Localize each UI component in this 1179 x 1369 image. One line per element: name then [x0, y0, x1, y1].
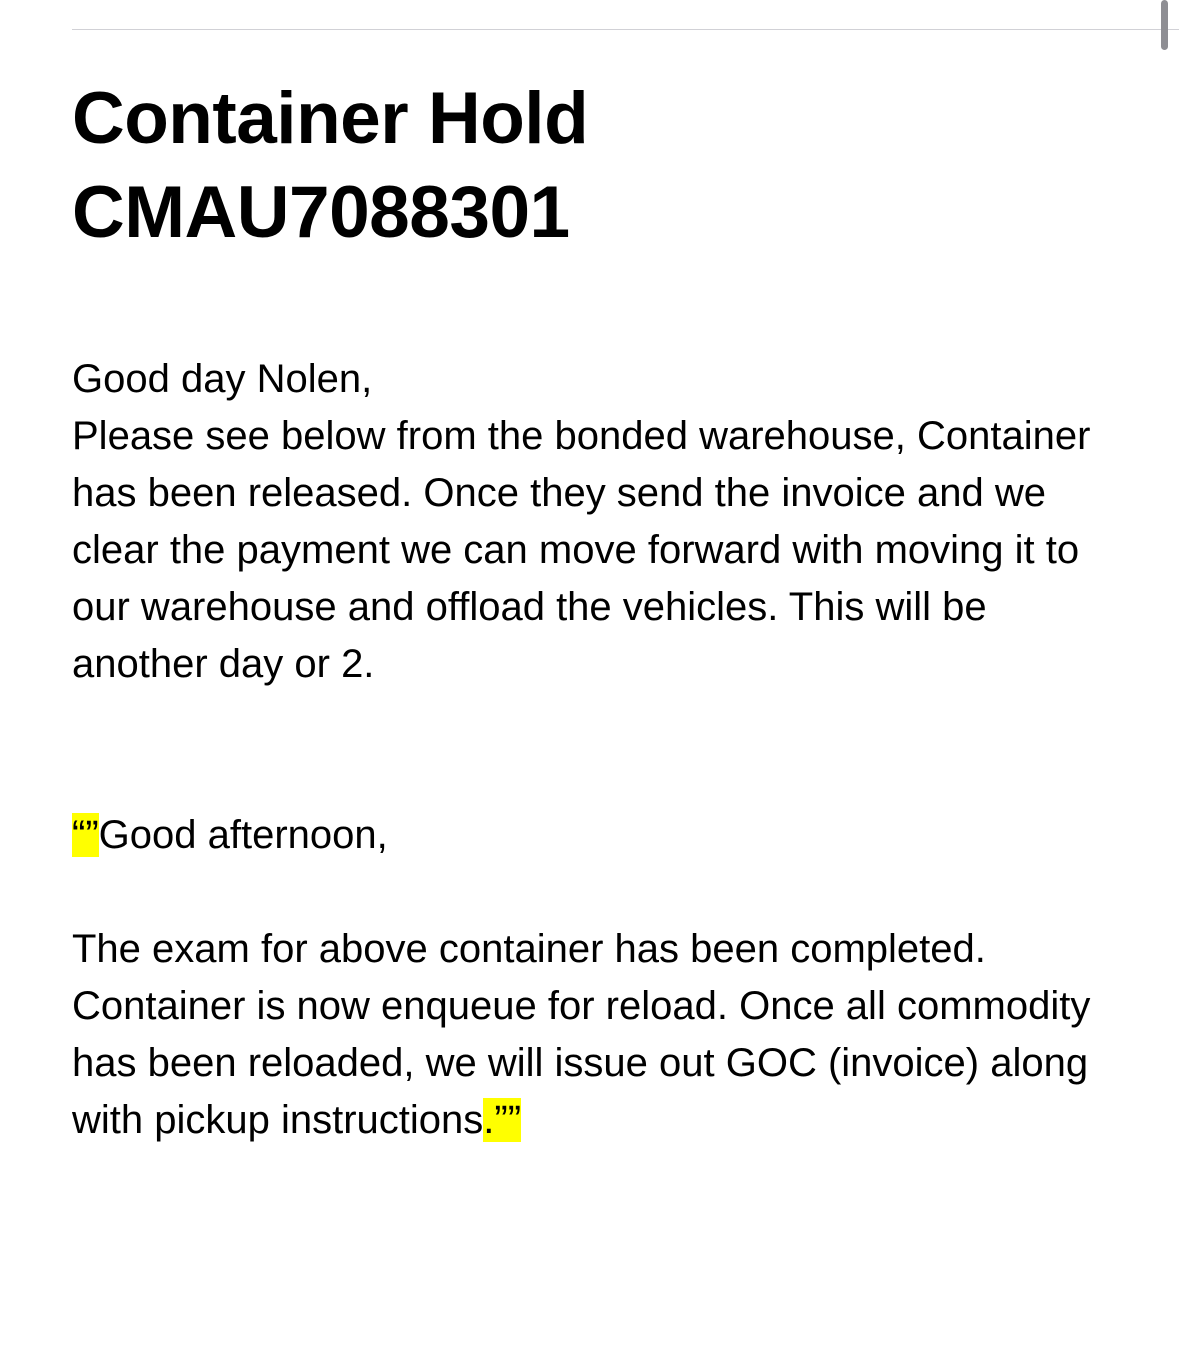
quoted-body-paragraph: [72, 921, 1112, 1149]
blank-line: [72, 864, 1112, 921]
note-content[interactable]: [72, 72, 1112, 1149]
quoted-body-text: The exam for above container has been completed. Container is now enqueue for reload. Once all commodity has been reloaded, we will issue out GOC (invoice) along with pickup instructions: [72, 927, 1091, 1142]
blank-line: [72, 750, 1112, 807]
top-divider: [72, 29, 1179, 30]
greeting-line: Good day Nolen,: [72, 357, 373, 401]
highlighted-open-quote: “”: [72, 813, 99, 857]
note-title: Container Hold CMAU7088301: [72, 78, 589, 253]
blank-line: [72, 693, 1112, 750]
scroll-indicator[interactable]: [1161, 0, 1168, 50]
note-body[interactable]: [72, 351, 1112, 1149]
quoted-greeting-line: [72, 807, 1112, 864]
quoted-greeting: Good afternoon,: [98, 813, 388, 857]
highlighted-close-quote: .””: [483, 1098, 522, 1142]
intro-paragraph: Please see below from the bonded warehouse, Container has been released. Once they send the invoice and we clear the payment we can move forward with moving it to our warehouse and offload the vehicles. This will be another day or 2.: [72, 414, 1091, 686]
